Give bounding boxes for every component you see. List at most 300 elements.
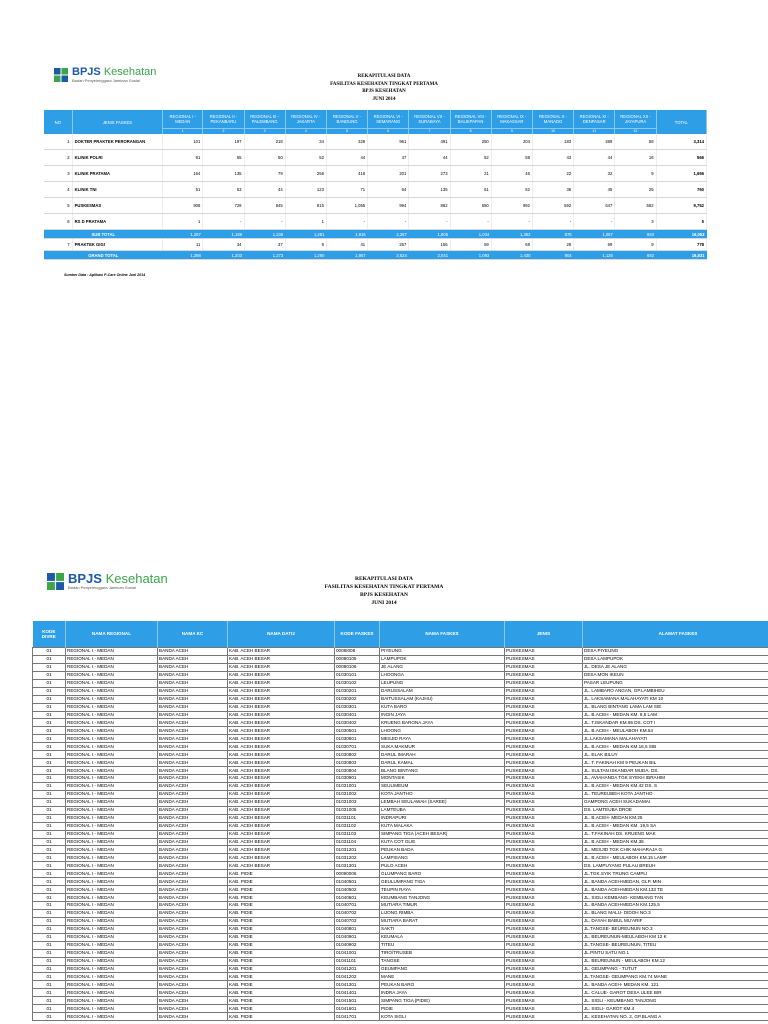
table-cell: REGIONAL I - MEDAN xyxy=(66,687,158,695)
table-cell: PUSKESMAS xyxy=(505,695,583,703)
table-cell: JL. TEUREUBEH KOTA JANTHO xyxy=(583,790,768,798)
cell-value: 562 xyxy=(615,198,656,214)
table-cell: 01 xyxy=(33,727,66,735)
cell-value: 41 xyxy=(326,239,367,251)
table-cell: 01041301 xyxy=(335,981,380,989)
cell-value: - xyxy=(244,214,285,230)
table-cell: 01041202 xyxy=(335,973,380,981)
table-row xyxy=(33,941,768,949)
cell-value: 64 xyxy=(368,182,409,198)
table-row xyxy=(33,838,768,846)
cell-value: 1,916 xyxy=(326,230,367,239)
cell-value: 44 xyxy=(326,150,367,166)
summary-page xyxy=(0,0,768,300)
table-cell: 01 xyxy=(33,822,66,830)
table-cell: BANDA ACEH xyxy=(158,854,228,862)
cell-value: 34 xyxy=(285,134,326,150)
column-header: REGIONAL V - BANDUNG xyxy=(326,110,367,129)
table-row xyxy=(33,981,768,989)
table-cell: MANE xyxy=(380,973,505,981)
table-cell: 01030804 xyxy=(335,767,380,775)
table-cell: REGIONAL I - MEDAN xyxy=(66,870,158,878)
table-cell: 01040901 xyxy=(335,933,380,941)
table-cell: JL. SIGLI - KEUMBANG TANJONG xyxy=(583,997,768,1005)
cell-value: 44 xyxy=(244,182,285,198)
cell-value: 994 xyxy=(368,198,409,214)
table-cell: 01 xyxy=(33,735,66,743)
table-cell: BANDA ACEH xyxy=(158,727,228,735)
table-cell: KAB. ACEH BESAR xyxy=(228,759,335,767)
table-cell: 01 xyxy=(33,886,66,894)
table-cell: BANDA ACEH xyxy=(158,989,228,997)
table-cell: BAITUSSALAM (KAJHU) xyxy=(380,695,505,703)
table-cell: DARUL IMARAH xyxy=(380,751,505,759)
title-line: JUNI 2014 xyxy=(371,600,397,606)
faskes-type: RS D PRATAMA xyxy=(72,214,162,230)
table-cell: REGIONAL I - MEDAN xyxy=(66,965,158,973)
table-cell: 01030301 xyxy=(335,703,380,711)
table-cell: 01 xyxy=(33,838,66,846)
table-cell: 01 xyxy=(33,997,66,1005)
table-cell: JL. BANDA ACEH- MEDAN KM. 121 xyxy=(583,981,768,989)
logo-brand: BPJS xyxy=(72,66,101,78)
cell-value: 1 xyxy=(163,214,203,230)
table-cell: JL. B.ACEH - MEDAN KM. 8,5 LAM xyxy=(583,711,768,719)
table-cell: REGIONAL I - MEDAN xyxy=(66,727,158,735)
table-cell: 01 xyxy=(33,949,66,957)
cell-value: 218 xyxy=(244,134,285,150)
page-title xyxy=(0,73,768,103)
table-cell: PUSKESMAS xyxy=(505,838,583,846)
table-cell: JL. MESJID TGK CHIK MAHARAJA G xyxy=(583,846,768,854)
table-cell: 01040601 xyxy=(335,894,380,902)
table-cell: DESA MON IKEUN xyxy=(583,671,768,679)
table-cell: 01 xyxy=(33,989,66,997)
table-cell: KAB. PIDIE xyxy=(228,917,335,925)
cell-value: 50 xyxy=(244,150,285,166)
table-cell: 01030202 xyxy=(335,695,380,703)
cell-value: 53 xyxy=(203,182,244,198)
table-cell: 01030401 xyxy=(335,711,380,719)
table-cell: PULO ACEH xyxy=(380,862,505,870)
cell-value: 59 xyxy=(450,239,491,251)
table-cell: PUSKESMAS xyxy=(505,878,583,886)
cell-value: 9 xyxy=(615,166,656,182)
table-cell: REGIONAL I - MEDAN xyxy=(66,854,158,862)
row-label: GRAND TOTAL xyxy=(44,251,163,260)
table-cell: JL.TANGSE- BEUREUNUN, TITEU xyxy=(583,941,768,949)
table-row xyxy=(33,671,768,679)
table-cell: GEULUMPANG TIGA xyxy=(380,878,505,886)
table-row xyxy=(33,703,768,711)
table-row xyxy=(44,214,707,230)
column-number: 2 xyxy=(203,129,244,135)
table-cell: KAB. ACEH BESAR xyxy=(228,775,335,783)
source-note: Sumber Data : Aplikasi P-Care Online Juni 2014 xyxy=(64,273,146,277)
column-header: ALAMAT FASKES xyxy=(583,621,768,648)
table-cell: BANDA ACEH xyxy=(158,1005,228,1013)
cell-value: 1,805 xyxy=(409,230,450,239)
table-row xyxy=(33,711,768,719)
table-cell: PUSKESMAS xyxy=(505,1005,583,1013)
column-header: REGIONAL II - PEKANBARU xyxy=(203,110,244,129)
row-number: 6 xyxy=(44,214,72,230)
table-row xyxy=(44,239,707,251)
table-cell: TEUPIN RAYA xyxy=(380,886,505,894)
table-cell: KAB. ACEH BESAR xyxy=(228,854,335,862)
table-cell: 01 xyxy=(33,973,66,981)
table-cell: PUSKESMAS xyxy=(505,671,583,679)
cell-value: 47 xyxy=(368,150,409,166)
cell-value: 876 xyxy=(532,230,573,239)
table-cell: DARUSSALAM xyxy=(380,687,505,695)
table-cell: KAB. ACEH BESAR xyxy=(228,846,335,854)
table-cell: PIDIE xyxy=(380,1005,505,1013)
table-cell: 01030901 xyxy=(335,775,380,783)
cell-value: 1,236 xyxy=(244,230,285,239)
table-cell: JL.TGK.SYIK TRUNG CAMPLI xyxy=(583,870,768,878)
table-cell: KOTA SIGLI xyxy=(380,1013,505,1021)
table-cell: 01 xyxy=(33,648,66,656)
faskes-type: PUSKESMAS xyxy=(72,198,162,214)
table-row xyxy=(33,989,768,997)
table-cell: KAB. ACEH BESAR xyxy=(228,751,335,759)
table-cell: REGIONAL I - MEDAN xyxy=(66,838,158,846)
table-cell: PIYEUNG xyxy=(380,648,505,656)
table-cell: 01041701 xyxy=(335,1013,380,1021)
cell-value: 1,093 xyxy=(450,251,491,260)
cell-value: 58 xyxy=(491,150,532,166)
table-cell: 01 xyxy=(33,878,66,886)
table-cell: KAB. ACEH BESAR xyxy=(228,663,335,671)
table-cell: 01 xyxy=(33,854,66,862)
table-cell: REGIONAL I - MEDAN xyxy=(66,719,158,727)
table-cell: KAB. ACEH BESAR xyxy=(228,767,335,775)
table-row xyxy=(33,973,768,981)
table-cell: BANDA ACEH xyxy=(158,695,228,703)
row-number: 2 xyxy=(44,150,72,166)
cell-value: 815 xyxy=(285,198,326,214)
table-cell: PUSKESMAS xyxy=(505,830,583,838)
table-cell: REGIONAL I - MEDAN xyxy=(66,949,158,957)
table-cell: REGIONAL I - MEDAN xyxy=(66,1005,158,1013)
cell-value: 1,957 xyxy=(326,251,367,260)
table-cell: BANDA ACEH xyxy=(158,838,228,846)
table-cell: BANDA ACEH xyxy=(158,711,228,719)
table-cell: JL. B.ACEH - MEDAN KM.16,5 SIB xyxy=(583,743,768,751)
table-cell: JL. DESA JE ALANG xyxy=(583,663,768,671)
table-cell: TANGSE xyxy=(380,957,505,965)
table-cell: 00090006 xyxy=(335,870,380,878)
table-cell: SUKA MAKMUR xyxy=(380,743,505,751)
table-cell: PUSKESMAS xyxy=(505,719,583,727)
table-cell: REGIONAL I - MEDAN xyxy=(66,933,158,941)
table-cell: BANDA ACEH xyxy=(158,933,228,941)
table-row xyxy=(33,759,768,767)
column-header: REGIONAL IV - JAKARTA xyxy=(285,110,326,129)
table-cell: JL. B.ACEH- MEDAN KM.25 xyxy=(583,814,768,822)
table-row xyxy=(33,830,768,838)
table-cell: KAB. ACEH BESAR xyxy=(228,830,335,838)
row-total: 3,314 xyxy=(656,134,706,150)
row-number: 7 xyxy=(44,239,72,251)
table-cell: KAB. PIDIE xyxy=(228,1013,335,1021)
table-cell: KEUMBANG TANJONG xyxy=(380,894,505,902)
table-cell: BANDA ACEH xyxy=(158,798,228,806)
table-cell: GEUMPANG xyxy=(380,965,505,973)
page-title xyxy=(0,575,768,607)
table-cell: KAB. ACEH BESAR xyxy=(228,703,335,711)
table-cell: REGIONAL I - MEDAN xyxy=(66,886,158,894)
table-cell: 01040501 xyxy=(335,878,380,886)
column-header: REGIONAL IX - MAKASSAR xyxy=(491,110,532,129)
table-cell: BANDA ACEH xyxy=(158,878,228,886)
table-cell: JL. CALUE- GAROT DESA ULEE BIR xyxy=(583,989,768,997)
table-cell: KAB. ACEH BESAR xyxy=(228,806,335,814)
table-cell: DARUL KAMAL xyxy=(380,759,505,767)
table-row xyxy=(33,933,768,941)
cell-value: 647 xyxy=(574,198,615,214)
title-line: REKAPITULASI DATA xyxy=(357,74,411,79)
row-total: 778 xyxy=(656,239,706,251)
cell-value: 28 xyxy=(532,239,573,251)
table-cell: KUTA COT GLIE xyxy=(380,838,505,846)
table-cell: PUSKESMAS xyxy=(505,814,583,822)
table-cell: 01 xyxy=(33,814,66,822)
table-cell: JL. BEUREUNUN-MEULABOH KM 12 K xyxy=(583,933,768,941)
table-cell: PUSKESMAS xyxy=(505,909,583,917)
table-row xyxy=(44,198,707,214)
cell-value: 55 xyxy=(203,150,244,166)
table-cell: 01041401 xyxy=(335,989,380,997)
table-cell: BANDA ACEH xyxy=(158,957,228,965)
table-cell: PEUKAN BADA xyxy=(380,846,505,854)
table-cell: KAB. ACEH BESAR xyxy=(228,822,335,830)
cell-value: 52 xyxy=(285,150,326,166)
table-cell: PUSKESMAS xyxy=(505,775,583,783)
table-row xyxy=(33,854,768,862)
table-cell: REGIONAL I - MEDAN xyxy=(66,790,158,798)
table-cell: JL. BANDA ACEH-MEDAN, GLP. MIN xyxy=(583,878,768,886)
table-cell: 01031001 xyxy=(335,782,380,790)
cell-value: 1,057 xyxy=(574,230,615,239)
table-cell: 01 xyxy=(33,790,66,798)
table-cell: 01 xyxy=(33,655,66,663)
table-cell: JE ALANG xyxy=(380,663,505,671)
table-cell: 01 xyxy=(33,941,66,949)
cell-value: - xyxy=(532,214,573,230)
cell-value: 46 xyxy=(491,166,532,182)
table-cell: JL. SIGLI- GAROT KM.4 xyxy=(583,1005,768,1013)
table-cell: 01030601 xyxy=(335,735,380,743)
table-cell: 01040801 xyxy=(335,925,380,933)
table-cell: REGIONAL I - MEDAN xyxy=(66,798,158,806)
table-cell: PUSKESMAS xyxy=(505,751,583,759)
table-cell: LHOONGA xyxy=(380,671,505,679)
table-cell: 01 xyxy=(33,965,66,973)
column-header: NAMA DATI2 xyxy=(228,621,335,648)
cell-value: 1,203 xyxy=(203,251,244,260)
table-cell: KAB. PIDIE xyxy=(228,981,335,989)
table-cell: JL. T.FAKINAH DS. KRUENG MAK xyxy=(583,830,768,838)
table-cell: 01041501 xyxy=(335,997,380,1005)
table-cell: REGIONAL I - MEDAN xyxy=(66,894,158,902)
cell-value: 9 xyxy=(285,239,326,251)
faskes-type: KLINIK TNI xyxy=(72,182,162,198)
title-line: FASILITAS KESEHATAN TINGKAT PERTAMA xyxy=(324,584,444,590)
table-cell: 01041101 xyxy=(335,957,380,965)
table-cell: JL. SIGLI KEMBANG- KEMBANG TAN xyxy=(583,894,768,902)
table-cell: JL. BANDA ACEH-MEDAN KM.133 TE xyxy=(583,886,768,894)
logo-brand: BPJS xyxy=(68,571,102,586)
cell-value: 156 xyxy=(409,239,450,251)
cell-value: 45 xyxy=(574,182,615,198)
logo-brand-2: Kesehatan xyxy=(105,571,168,586)
table-cell: JL. GEUMPANG - TUTUT xyxy=(583,965,768,973)
faskes-type: KLINIK PRATAMA xyxy=(72,166,162,182)
table-cell: 01 xyxy=(33,870,66,878)
table-cell: GLUMPANG BARO xyxy=(380,870,505,878)
table-row xyxy=(33,735,768,743)
table-cell: PUSKESMAS xyxy=(505,759,583,767)
table-cell: JL. KESEHATAN NO. 2, GP.BLANG A xyxy=(583,1013,768,1021)
table-cell: BANDA ACEH xyxy=(158,719,228,727)
table-cell: JL.TANGSE- GEUMPANG KM.74 MANE xyxy=(583,973,768,981)
table-cell: PUSKESMAS xyxy=(505,727,583,735)
table-row xyxy=(33,870,768,878)
table-cell: 01 xyxy=(33,719,66,727)
table-row xyxy=(44,166,707,182)
faskes-type: KLINIK POLRI xyxy=(72,150,162,166)
table-cell: BANDA ACEH xyxy=(158,909,228,917)
row-total: 5 xyxy=(656,214,706,230)
table-cell: 01030201 xyxy=(335,687,380,695)
table-cell: JL.LAKSAMANA MALAHAYATI xyxy=(583,735,768,743)
logo-brand-2: Kesehatan xyxy=(103,66,157,78)
cell-value: 2,041 xyxy=(409,251,450,260)
table-cell: KAB. PIDIE xyxy=(228,965,335,973)
cell-value: 25 xyxy=(615,182,656,198)
table-cell: PUSKESMAS xyxy=(505,870,583,878)
table-cell: 01030102 xyxy=(335,679,380,687)
table-cell: REGIONAL I - MEDAN xyxy=(66,695,158,703)
cell-value: 328 xyxy=(326,134,367,150)
cell-value: 68 xyxy=(491,239,532,251)
column-header: NO xyxy=(44,110,72,134)
cell-value: 250 xyxy=(450,134,491,150)
faskes-type: DOKTER PRAKTEK PERORANGAN xyxy=(72,134,162,150)
table-cell: KAB. PIDIE xyxy=(228,941,335,949)
table-cell: BANDA ACEH xyxy=(158,870,228,878)
column-header: JENIS xyxy=(505,621,583,648)
cell-value: 692 xyxy=(615,251,656,260)
table-cell: PUSKESMAS xyxy=(505,989,583,997)
table-row xyxy=(44,150,707,166)
table-cell: BANDA ACEH xyxy=(158,1013,228,1021)
table-cell: BANDA ACEH xyxy=(158,822,228,830)
table-cell: JL. B.ACEH - MEDAN KM. 19,5 SA xyxy=(583,822,768,830)
column-number: 4 xyxy=(285,129,326,135)
summary-table xyxy=(44,110,707,260)
table-cell: REGIONAL I - MEDAN xyxy=(66,909,158,917)
table-cell: JL. LAMBARO ANGAN, GP.LAMBIHEU xyxy=(583,687,768,695)
table-row xyxy=(33,727,768,735)
table-row xyxy=(44,134,707,150)
table-cell: KAB. ACEH BESAR xyxy=(228,695,335,703)
table-cell: 01 xyxy=(33,767,66,775)
cell-value: 992 xyxy=(491,198,532,214)
row-total: 9,752 xyxy=(656,198,706,214)
table-cell: TIRO/TRUSEB xyxy=(380,949,505,957)
table-cell: KAB. ACEH BESAR xyxy=(228,743,335,751)
cell-value: 52 xyxy=(450,150,491,166)
table-cell: KAB. PIDIE xyxy=(228,909,335,917)
table-row xyxy=(33,997,768,1005)
table-row xyxy=(33,949,768,957)
table-cell: REGIONAL I - MEDAN xyxy=(66,917,158,925)
row-total: 1,656 xyxy=(656,166,706,182)
table-cell: DESA PIYEUNG xyxy=(583,648,768,656)
title-line: FASILITAS KESEHATAN TINGKAT PERTAMA xyxy=(330,81,438,87)
table-row xyxy=(33,663,768,671)
cell-value: 69 xyxy=(574,239,615,251)
column-header: KODE FASKES xyxy=(335,621,380,648)
cell-value: 650 xyxy=(450,198,491,214)
cell-value: 201 xyxy=(368,166,409,182)
cell-value: 592 xyxy=(532,198,573,214)
table-cell: 01 xyxy=(33,759,66,767)
table-cell: BANDA ACEH xyxy=(158,759,228,767)
table-cell: 01030701 xyxy=(335,743,380,751)
table-cell: PUSKESMAS xyxy=(505,917,583,925)
table-cell: INDRAPURI xyxy=(380,814,505,822)
table-cell: DS. LAMTEUBA DROE xyxy=(583,806,768,814)
table-row xyxy=(33,767,768,775)
table-cell: 01 xyxy=(33,687,66,695)
table-cell: PUSKESMAS xyxy=(505,997,583,1005)
cell-value: 58 xyxy=(615,134,656,150)
column-number: 1 xyxy=(163,129,203,135)
table-cell: LIJONG RIMBA xyxy=(380,909,505,917)
table-cell: PUSKESMAS xyxy=(505,767,583,775)
table-cell: PUSKESMAS xyxy=(505,949,583,957)
detail-body xyxy=(33,648,768,1021)
table-cell: LHOONG xyxy=(380,727,505,735)
column-header: NAMA REGIONAL xyxy=(66,621,158,648)
table-row xyxy=(33,743,768,751)
cell-value: 418 xyxy=(326,166,367,182)
table-cell: BANDA ACEH xyxy=(158,790,228,798)
table-cell: SAKTI xyxy=(380,925,505,933)
table-cell: 01031103 xyxy=(335,830,380,838)
table-cell: BANDA ACEH xyxy=(158,648,228,656)
table-cell: BANDA ACEH xyxy=(158,981,228,989)
table-cell: KAB. ACEH BESAR xyxy=(228,648,335,656)
column-number: 12 xyxy=(615,129,656,135)
row-total: 760 xyxy=(656,182,706,198)
table-row xyxy=(33,687,768,695)
table-cell: KAB. ACEH BESAR xyxy=(228,782,335,790)
table-cell: BANDA ACEH xyxy=(158,886,228,894)
table-cell: BANDA ACEH xyxy=(158,687,228,695)
cell-value: 1,430 xyxy=(491,251,532,260)
cell-value: 61 xyxy=(163,150,203,166)
table-cell: KUTA MALAKA xyxy=(380,822,505,830)
table-cell: 01040902 xyxy=(335,941,380,949)
table-cell: 01 xyxy=(33,917,66,925)
cell-value: 845 xyxy=(244,198,285,214)
table-cell: BANDA ACEH xyxy=(158,679,228,687)
